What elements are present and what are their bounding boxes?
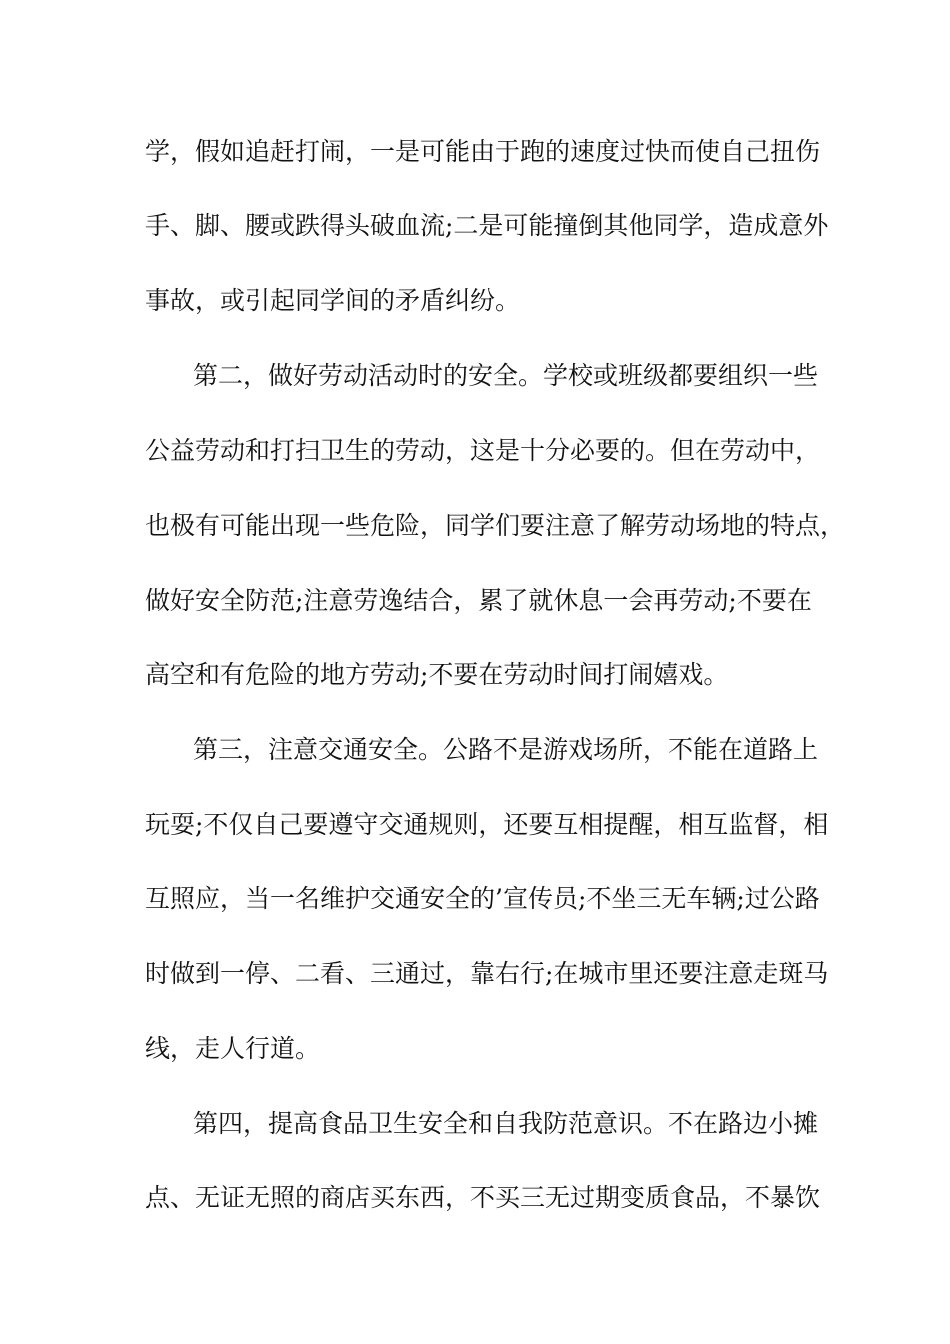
text-line: 做好安全防范;注意劳逸结合，累了就休息一会再劳动;不要在 [145,586,812,615]
text-line: 高空和有危险的地方劳动;不要在劳动时间打闹嬉戏。 [145,660,729,689]
text-line: 时做到一停、二看、三通过，靠右行;在城市里还要注意走斑马 [145,959,829,988]
text-line: 学，假如追赶打闹，一是可能由于跑的速度过快而使自己扭伤 [145,137,821,166]
text-line: 玩耍;不仅自己要遵守交通规则，还要互相提醒，相互监督，相 [145,810,829,839]
paragraph-start-line: 第四，提高食品卫生安全和自我防范意识。不在路边小摊 [193,1109,819,1138]
text-line: 点、无证无照的商店买东西，不买三无过期变质食品，不暴饮 [145,1183,821,1212]
paragraph-start-line: 第二，做好劳动活动时的安全。学校或班级都要组织一些 [193,361,819,390]
text-line: 事故，或引起同学间的矛盾纠纷。 [145,286,521,315]
text-line: 也极有可能出现一些危险，同学们要注意了解劳动场地的特点， [145,511,846,540]
text-line: 公益劳动和打扫卫生的劳动，这是十分必要的。但在劳动中， [145,436,821,465]
text-line: 互照应，当一名维护交通安全的’宣传员;不坐三无车辆;过公路 [145,884,820,913]
paragraph-start-line: 第三，注意交通安全。公路不是游戏场所，不能在道路上 [193,735,819,764]
text-line: 线，走人行道。 [145,1034,321,1063]
text-line: 手、脚、腰或跌得头破血流;二是可能撞倒其他同学，造成意外 [145,211,829,240]
